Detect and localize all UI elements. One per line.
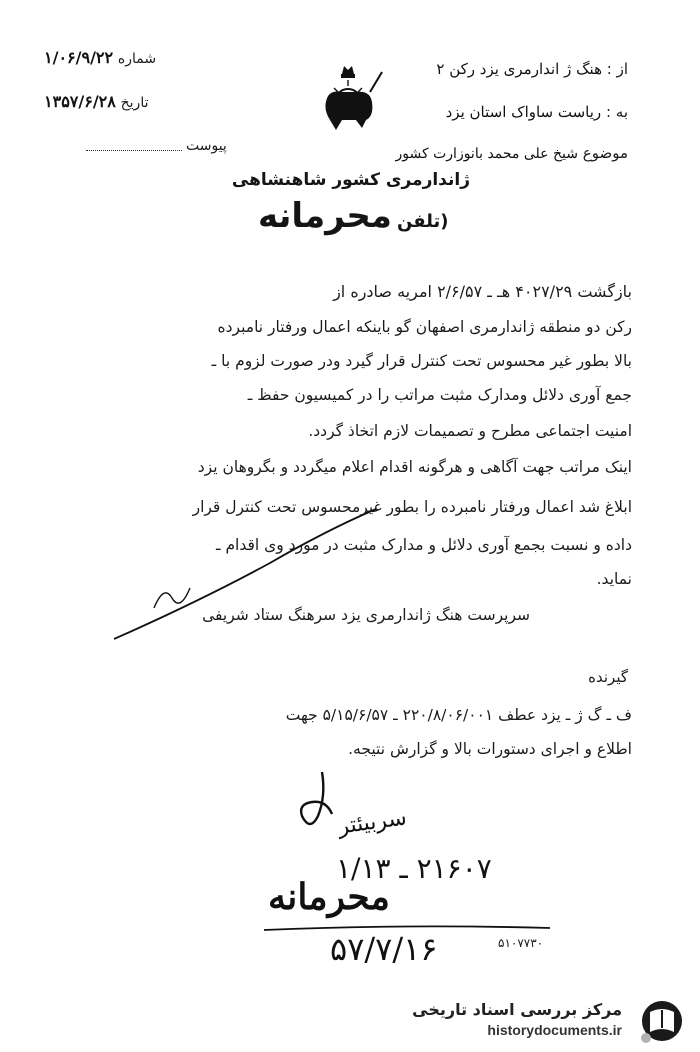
classification-stamp <box>258 196 449 236</box>
watermark-logo <box>402 996 692 1046</box>
to-value: ریاست ساواک استان یزد <box>445 103 602 121</box>
from-label: از : <box>606 60 628 78</box>
signature-scribble <box>150 578 194 618</box>
to-row <box>446 103 628 121</box>
pen-stroke <box>110 505 380 645</box>
lion-and-sun-emblem <box>312 62 386 140</box>
handwritten-ref: ۵۱۰۷۷۳۰ <box>498 936 544 950</box>
body-line: بالا بطور غیر محسوس تحت کنترل قرار گیرد ودر صورت لزوم با ـ <box>211 352 632 370</box>
signature-line: سرپرست هنگ ژاندارمری یزد سرهنگ ستاد شریفی <box>202 606 530 624</box>
subject-label: موضوع <box>582 144 628 162</box>
handwritten-date: ۵۷/۷/۱۶ <box>330 930 438 968</box>
body-line: جمع آوری دلائل ومدارک مثبت مراتب را در کمیسیون حفظ ـ <box>247 386 632 404</box>
number-label: شماره <box>117 51 157 67</box>
attachment-label: پیوست <box>186 138 227 154</box>
from-value: هنگ ژ اندارمری یزد رکن ۲ <box>436 60 602 78</box>
from-row <box>436 60 628 78</box>
date-label: تاریخ <box>120 95 149 111</box>
date-row <box>44 92 148 111</box>
body-line: رکن دو منطقه ژاندارمری اصفهان گو باینکه اعمال ورفتار نامبرده <box>217 318 632 336</box>
archive-logo-icon <box>634 998 688 1044</box>
number-value: ۱/۰۶/۹/۲۲ <box>44 48 114 67</box>
number-row <box>44 48 156 67</box>
recipient-line: ف ـ گ ژ ـ یزد عطف ۲۲۰/۸/۰۶/۰۰۱ ـ ۵/۱۵/۶/۵۷ جهت <box>285 706 632 724</box>
body-line: اینک مراتب جهت آگاهی و هرگونه اقدام اعلام میگردد و بگروهان یزد <box>197 458 632 476</box>
body-line: امنیت اجتماعی مطرح و تصمیمات لازم اتخاذ گردد. <box>308 422 632 440</box>
handwritten-loop <box>292 766 342 836</box>
handwritten-classification: محرمانه <box>268 876 390 918</box>
handwritten-number: ۲۱۶۰۷ ـ ۱/۱۳ <box>336 852 492 885</box>
body-line: ابلاغ شد اعمال ورفتار نامبرده را بطور غیرمحسوس تحت کنترل قرار <box>192 498 632 516</box>
org-title: ژاندارمری کشور شاهنشاهی <box>231 170 470 190</box>
date-value: ۱۳۵۷/۶/۲۸ <box>44 92 116 111</box>
subject-row <box>396 144 628 162</box>
watermark-url: historydocuments.ir <box>487 1022 622 1038</box>
attachment-dots <box>86 150 182 151</box>
handwritten-note: سربیئتر <box>336 805 409 840</box>
classification-paren: (تلفن <box>397 211 449 232</box>
body-line: بازگشت ۴۰۲۷/۲۹ هـ ـ ۲/۶/۵۷ امریه صادره از <box>333 282 632 301</box>
body-line: نماید. <box>596 570 632 588</box>
watermark-name: مرکز بررسی اسناد تاریخی <box>412 1000 622 1019</box>
classification-text: محرمانه <box>258 196 392 236</box>
to-label: به : <box>605 103 628 121</box>
subject-value: شیخ علی محمد بانوزارت کشور <box>395 146 578 162</box>
recipient-label: گیرنده <box>588 668 628 686</box>
recipient-line: اطلاع و اجرای دستورات بالا و گزارش نتیجه. <box>348 740 632 758</box>
body-line: داده و نسبت بجمع آوری دلائل و مدارک مثبت در مورد وی اقدام ـ <box>215 536 632 554</box>
